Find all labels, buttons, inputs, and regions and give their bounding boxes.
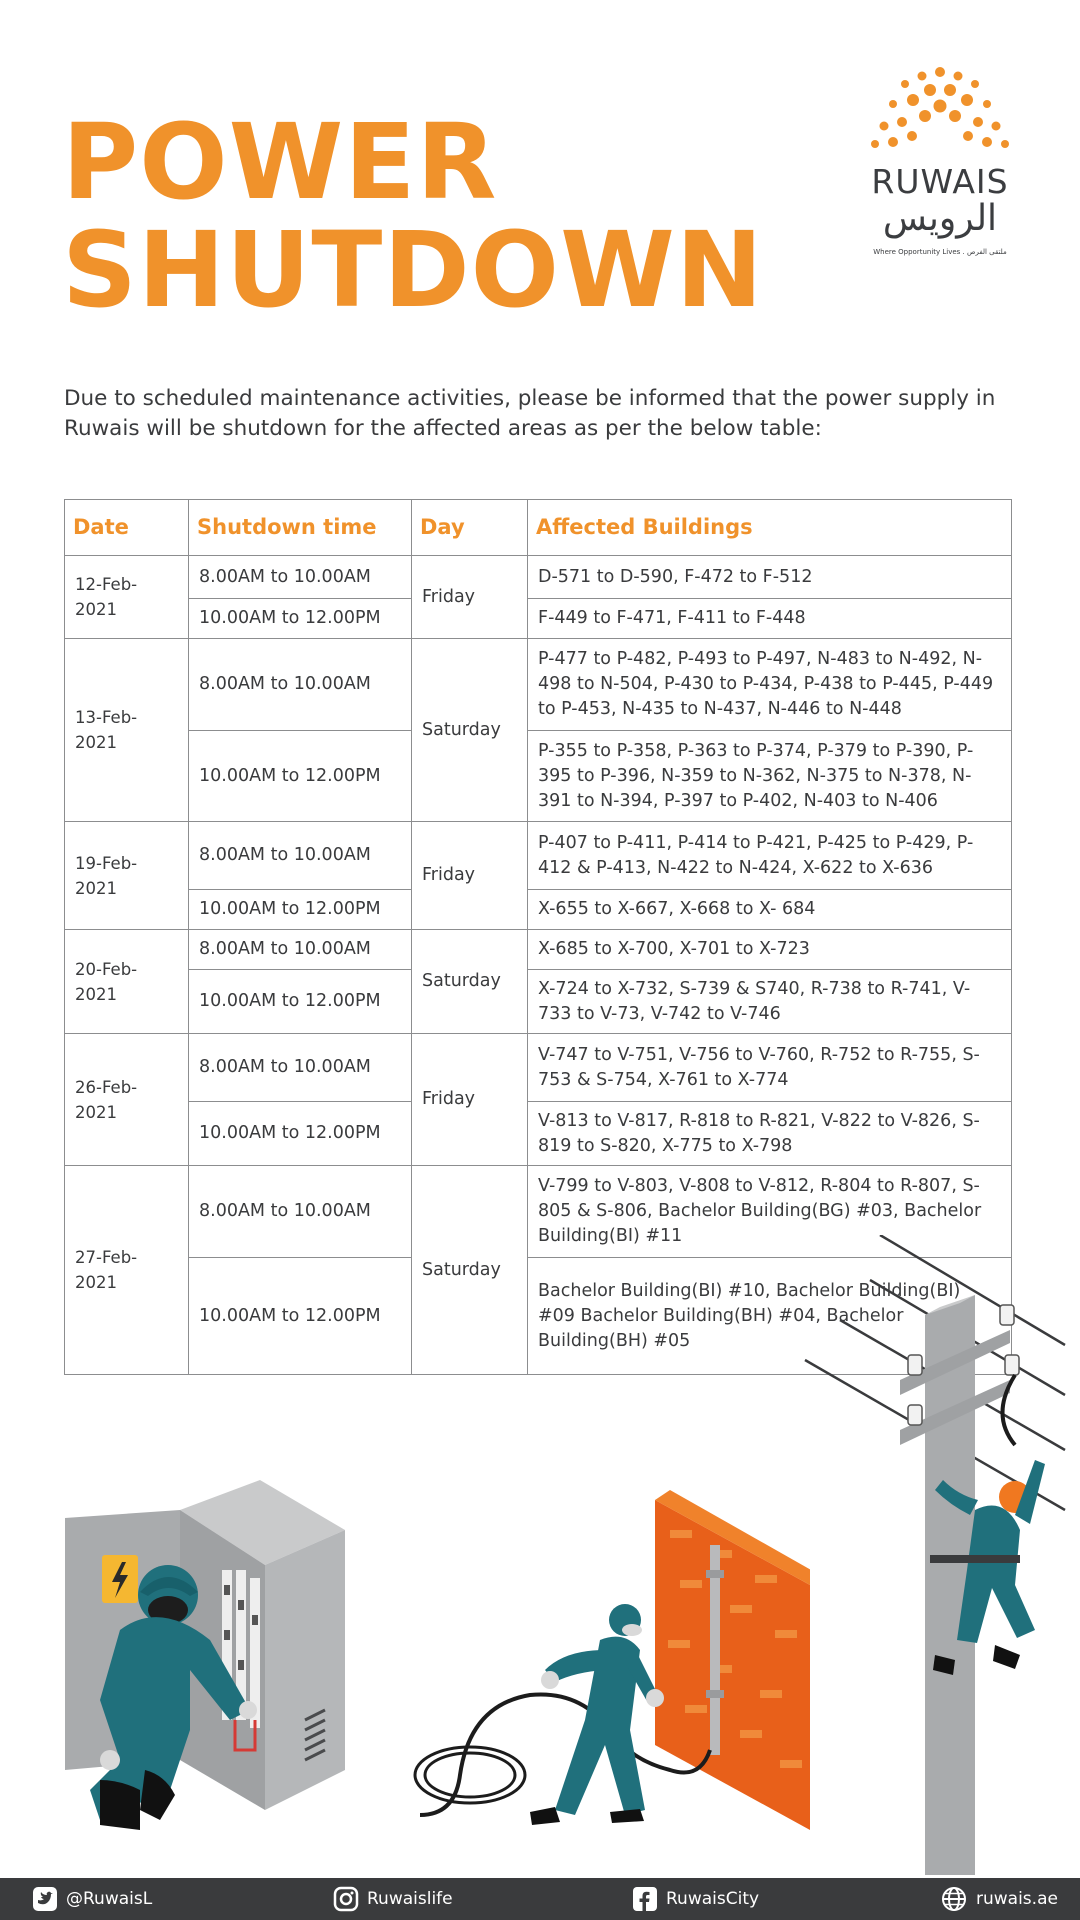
- date-cell: 27-Feb-2021: [65, 1166, 189, 1375]
- footer-twitter[interactable]: [32, 1886, 152, 1912]
- logo-wordmark-ar: الرويس: [882, 198, 998, 239]
- buildings-cell: V-747 to V-751, V-756 to V-760, R-752 to R-755, S-753 & S-754, X-761 to X-774: [528, 1034, 1012, 1102]
- time-cell: 10.00AM to 12.00PM: [189, 1258, 412, 1375]
- buildings-cell: Bachelor Building(BI) #10, Bachelor Building(BI) #09 Bachelor Building(BH) #04, Bachelor Building(BH) #05: [528, 1258, 1012, 1375]
- table-row: [65, 731, 1012, 822]
- buildings-cell: P-355 to P-358, P-363 to P-374, P-379 to P-390, P-395 to P-396, N-359 to N-362, N-375 to N-378, N-391 to N-394, P-397 to P-402, N-403 to N-406: [528, 731, 1012, 822]
- table-row: [65, 599, 1012, 639]
- header-affected-buildings: Affected Buildings: [528, 500, 1012, 556]
- date-cell: 26-Feb-2021: [65, 1034, 189, 1166]
- cabinet-worker-illustration: [60, 1470, 360, 1860]
- buildings-cell: X-685 to X-700, X-701 to X-723: [528, 930, 1012, 970]
- time-cell: 8.00AM to 10.00AM: [189, 639, 412, 731]
- day-cell: Saturday: [412, 639, 528, 822]
- buildings-cell: P-477 to P-482, P-493 to P-497, N-483 to N-492, N-498 to N-504, P-430 to P-434, P-438 to P-445, P-449 to P-453, N-435 to N-437, N-446 to N-448: [528, 639, 1012, 731]
- website-url: ruwais.ae: [976, 1889, 1058, 1909]
- cable-worker-illustration: [410, 1490, 810, 1835]
- time-cell: 10.00AM to 12.00PM: [189, 599, 412, 639]
- footer-instagram[interactable]: [333, 1886, 453, 1912]
- logo-wordmark-en: RUWAIS: [871, 162, 1009, 201]
- logo-tagline: Where Opportunity Lives . ملتقى الفرص: [873, 248, 1007, 256]
- table-header-row: [65, 500, 1012, 556]
- day-cell: Friday: [412, 822, 528, 930]
- table-row: [65, 1034, 1012, 1102]
- globe-icon: [940, 1885, 968, 1913]
- header-shutdown-time: Shutdown time: [189, 500, 412, 556]
- instagram-handle: Ruwaislife: [367, 1889, 453, 1909]
- table-row: [65, 930, 1012, 970]
- twitter-icon: [32, 1886, 58, 1912]
- footer-social-bar: [0, 1878, 1080, 1920]
- time-cell: 10.00AM to 12.00PM: [189, 1102, 412, 1166]
- pole-worker-illustration: [800, 1235, 1080, 1875]
- date-cell: 20-Feb-2021: [65, 930, 189, 1034]
- logo-dots-mark: [860, 60, 1020, 160]
- buildings-cell: X-724 to X-732, S-739 & S740, R-738 to R-741, V-733 to V-73, V-742 to V-746: [528, 970, 1012, 1034]
- table-row: [65, 822, 1012, 890]
- date-cell: 19-Feb-2021: [65, 822, 189, 930]
- table-row: [65, 556, 1012, 599]
- buildings-cell: X-655 to X-667, X-668 to X- 684: [528, 890, 1012, 930]
- instagram-icon: [333, 1886, 359, 1912]
- buildings-cell: V-799 to V-803, V-808 to V-812, R-804 to R-807, S-805 & S-806, Bachelor Building(BG) #03, Bachelor Building(BI) #11: [528, 1166, 1012, 1258]
- time-cell: 10.00AM to 12.00PM: [189, 890, 412, 930]
- table-row: [65, 890, 1012, 930]
- time-cell: 8.00AM to 10.00AM: [189, 930, 412, 970]
- buildings-cell: F-449 to F-471, F-411 to F-448: [528, 599, 1012, 639]
- buildings-cell: D-571 to D-590, F-472 to F-512: [528, 556, 1012, 599]
- footer-website[interactable]: [940, 1886, 1058, 1912]
- time-cell: 8.00AM to 10.00AM: [189, 1166, 412, 1258]
- time-cell: 8.00AM to 10.00AM: [189, 556, 412, 599]
- time-cell: 10.00AM to 12.00PM: [189, 970, 412, 1034]
- header-date: Date: [65, 500, 189, 556]
- facebook-handle: RuwaisCity: [666, 1889, 760, 1909]
- title-line-2: SHUTDOWN: [62, 209, 764, 331]
- day-cell: Saturday: [412, 1166, 528, 1375]
- ruwais-logo: [860, 60, 1020, 270]
- date-cell: 12-Feb-2021: [65, 556, 189, 639]
- day-cell: Saturday: [412, 930, 528, 1034]
- buildings-cell: V-813 to V-817, R-818 to R-821, V-822 to V-826, S-819 to S-820, X-775 to X-798: [528, 1102, 1012, 1166]
- footer-facebook[interactable]: [632, 1886, 759, 1912]
- buildings-cell: P-407 to P-411, P-414 to P-421, P-425 to P-429, P-412 & P-413, N-422 to N-424, X-622 to X-636: [528, 822, 1012, 890]
- time-cell: 8.00AM to 10.00AM: [189, 822, 412, 890]
- page-title: [62, 101, 764, 331]
- time-cell: 8.00AM to 10.00AM: [189, 1034, 412, 1102]
- day-cell: Friday: [412, 556, 528, 639]
- title-line-1: POWER: [62, 101, 498, 223]
- table-row: [65, 1102, 1012, 1166]
- intro-text: Due to scheduled maintenance activities, please be informed that the power supply in Ruwais will be shutdown for the affected areas as per the below table:: [64, 386, 996, 441]
- date-cell: 13-Feb-2021: [65, 639, 189, 822]
- time-cell: 10.00AM to 12.00PM: [189, 731, 412, 822]
- header-day: Day: [412, 500, 528, 556]
- day-cell: Friday: [412, 1034, 528, 1166]
- table-row: [65, 970, 1012, 1034]
- facebook-icon: [632, 1886, 658, 1912]
- table-row: [65, 639, 1012, 731]
- twitter-handle: @RuwaisL: [66, 1889, 153, 1909]
